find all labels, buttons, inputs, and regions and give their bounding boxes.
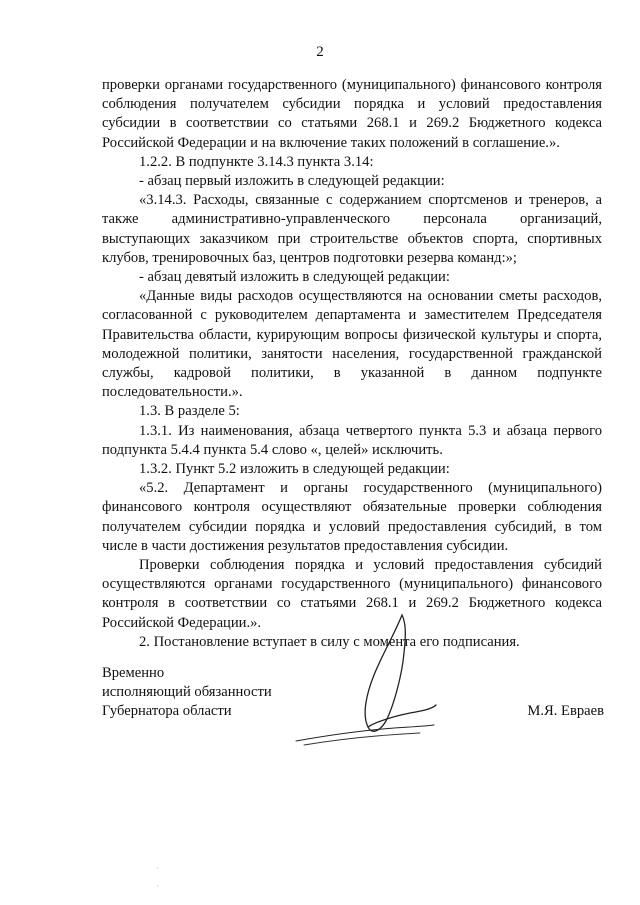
paragraph: «3.14.3. Расходы, связанные с содержанием спортсменов и тренеров, а также административно-управленческого персонала организаций, выступающих заказчиком при строительстве объектов спорта, спортивных клубов, тренировочных баз, центров подготовки резерва команд:»;	[102, 192, 602, 266]
paragraph: «5.2. Департамент и органы государственного (муниципального) финансового контроля осуществляют обязательные проверки соблюдения получателем субсидии порядка и условий предоставления субсидий, в том числе в части достижения результатов предоставления субсидии.	[102, 480, 602, 554]
signer-name: М.Я. Евраев	[527, 703, 604, 719]
paragraph: 1.3.1. Из наименования, абзаца четвертого пункта 5.3 и абзаца первого подпункта 5.4.4 пункта 5.4 слово «, целей» исключить.	[102, 422, 602, 458]
paragraph: 2. Постановление вступает в силу с момента его подписания.	[139, 633, 520, 650]
scan-mark: ·	[156, 864, 159, 873]
paragraph: 1.3.2. Пункт 5.2 изложить в следующей редакции:	[139, 461, 450, 478]
signer-position-line: Губернатора области	[102, 703, 232, 720]
paragraph: 1.3. В разделе 5:	[139, 403, 240, 420]
scan-mark: ·	[156, 882, 159, 891]
paragraph: - абзац девятый изложить в следующей редакции:	[139, 269, 450, 286]
signer-position-line: Временно	[102, 665, 165, 681]
paragraph: 1.2.2. В подпункте 3.14.3 пункта 3.14:	[139, 153, 374, 170]
paragraph: Проверки соблюдения порядка и условий предоставления субсидий осуществляются органами государственного (муниципального) финансового контроля в соответствии со статьями 268.1 и 269.2 Бюджетного кодекса Российской Федерации.».	[102, 557, 602, 631]
page-number: 2	[316, 44, 324, 60]
signer-position-line: исполняющий обязанности	[102, 684, 272, 701]
signer-position	[102, 664, 272, 722]
paragraph: - абзац первый изложить в следующей редакции:	[139, 173, 445, 190]
document-body	[102, 76, 602, 652]
paragraph: «Данные виды расходов осуществляются на основании сметы расходов, согласованной с руководителем департамента и заместителем Председателя Правительства области, курирующим вопросы физической культуры и спорта, молодежной политики, занятости населения, государственной гражданской службы, кадровой политики, в указанной в данном подпункте последовательности.».	[102, 288, 602, 401]
handwritten-signature	[290, 605, 440, 755]
paragraph: проверки органами государственного (муниципального) финансового контроля соблюдения получателем субсидии порядка и условий предоставления субсидии в соответствии со статьями 268.1 и 269.2 Бюджетного кодекса Российской Федерации и на включение таких положений в соглашение.».	[102, 77, 602, 151]
